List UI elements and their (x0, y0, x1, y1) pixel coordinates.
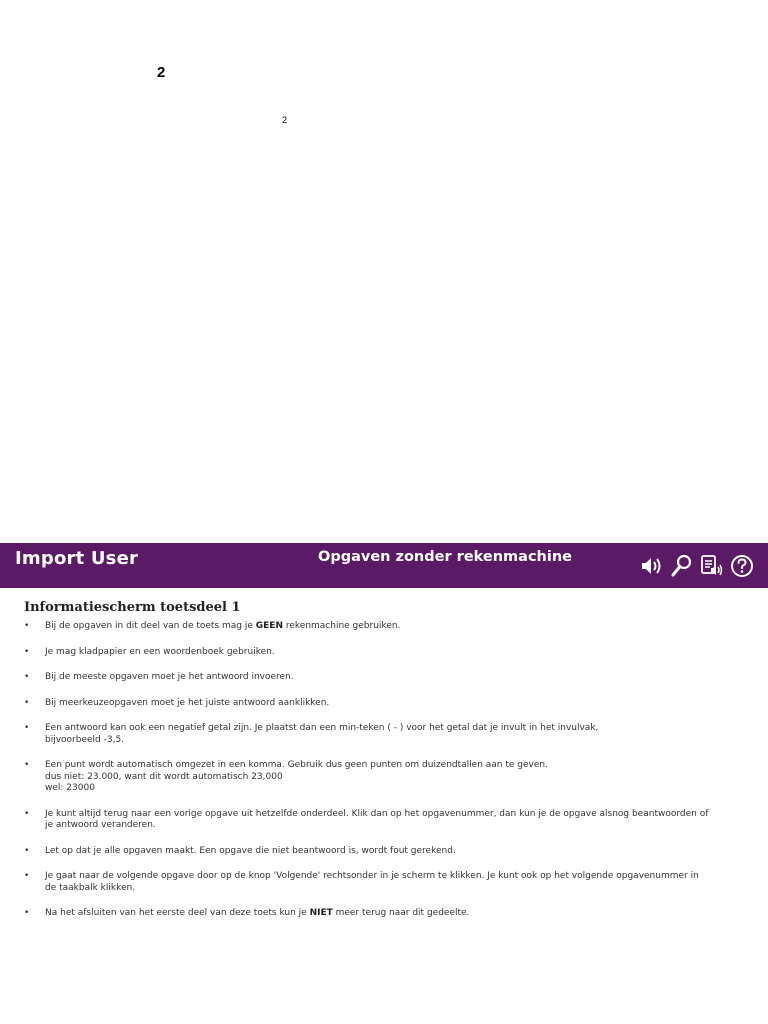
item-text: Je kunt altijd terug naar een vorige opgave uit hetzelfde onderdeel. Klik dan op het opgavenummer, dan kun je de opgave alsnog beantwoorden of je antwoord veranderen. (45, 808, 709, 830)
list-item (24, 908, 754, 920)
help-icon (730, 554, 754, 578)
section-title: Opgaven zonder rekenmachine (318, 549, 572, 565)
list-item (24, 723, 754, 746)
speaker-button[interactable] (640, 554, 664, 578)
speaker-icon (640, 555, 664, 577)
item-text: Na het afsluiten van het eerste deel van deze toets kun je (45, 908, 310, 918)
item-text-after: meer terug naar dit gedeelte. (332, 908, 470, 918)
user-name: Import User (15, 548, 139, 569)
read-aloud-icon (700, 554, 724, 578)
help-button[interactable] (730, 554, 754, 578)
item-emphasis: NIET (309, 908, 333, 918)
header-bar (0, 543, 768, 588)
item-text-after: rekenmachine gebruiken. (282, 621, 401, 631)
info-panel (24, 600, 754, 934)
item-text: Bij de meeste opgaven moet je het antwoord invoeren. (45, 672, 294, 682)
list-item (24, 846, 754, 858)
search-button[interactable] (670, 554, 694, 578)
item-text: Let op dat je alle opgaven maakt. Een opgave die niet beantwoord is, wordt fout gerekend. (45, 845, 456, 856)
info-title: Informatiescherm toetsdeel 1 (24, 600, 241, 615)
list-item (24, 809, 754, 832)
rules-list (24, 621, 754, 920)
list-item (24, 698, 754, 710)
page-number-small: 2 (282, 115, 288, 125)
toolbar (640, 554, 754, 578)
item-text: Bij de opgaven in dit deel van de toets mag je (45, 621, 256, 631)
item-emphasis: GEEN (255, 621, 283, 631)
list-item (24, 647, 754, 659)
read-aloud-button[interactable] (700, 554, 724, 578)
item-text: Je mag kladpapier en een woordenboek gebruiken. (45, 646, 275, 657)
search-icon (671, 554, 693, 578)
page-number-large: 2 (157, 64, 166, 81)
list-item (24, 672, 754, 684)
list-item (24, 760, 754, 795)
item-text: Een punt wordt automatisch omgezet in een komma. Gebruik dus geen punten om duizendtallen aan te geven. dus niet: 23.000, want dit wordt automatisch 23,000 wel: 23000 (45, 760, 548, 793)
list-item (24, 871, 754, 894)
item-text: Een antwoord kan ook een negatief getal zijn. Je plaatst dan een min-teken ( - ) voor het getal dat je invult in het invulvak, bijvoorbeeld -3,5. (45, 723, 599, 745)
list-item (24, 621, 754, 633)
item-text: Bij meerkeuzeopgaven moet je het juiste antwoord aanklikken. (45, 697, 330, 708)
item-text: Je gaat naar de volgende opgave door op de knop 'Volgende' rechtsonder in je scherm te klikken. Je kunt ook op het volgende opgavenummer in de taakbalk klikken. (45, 871, 699, 893)
